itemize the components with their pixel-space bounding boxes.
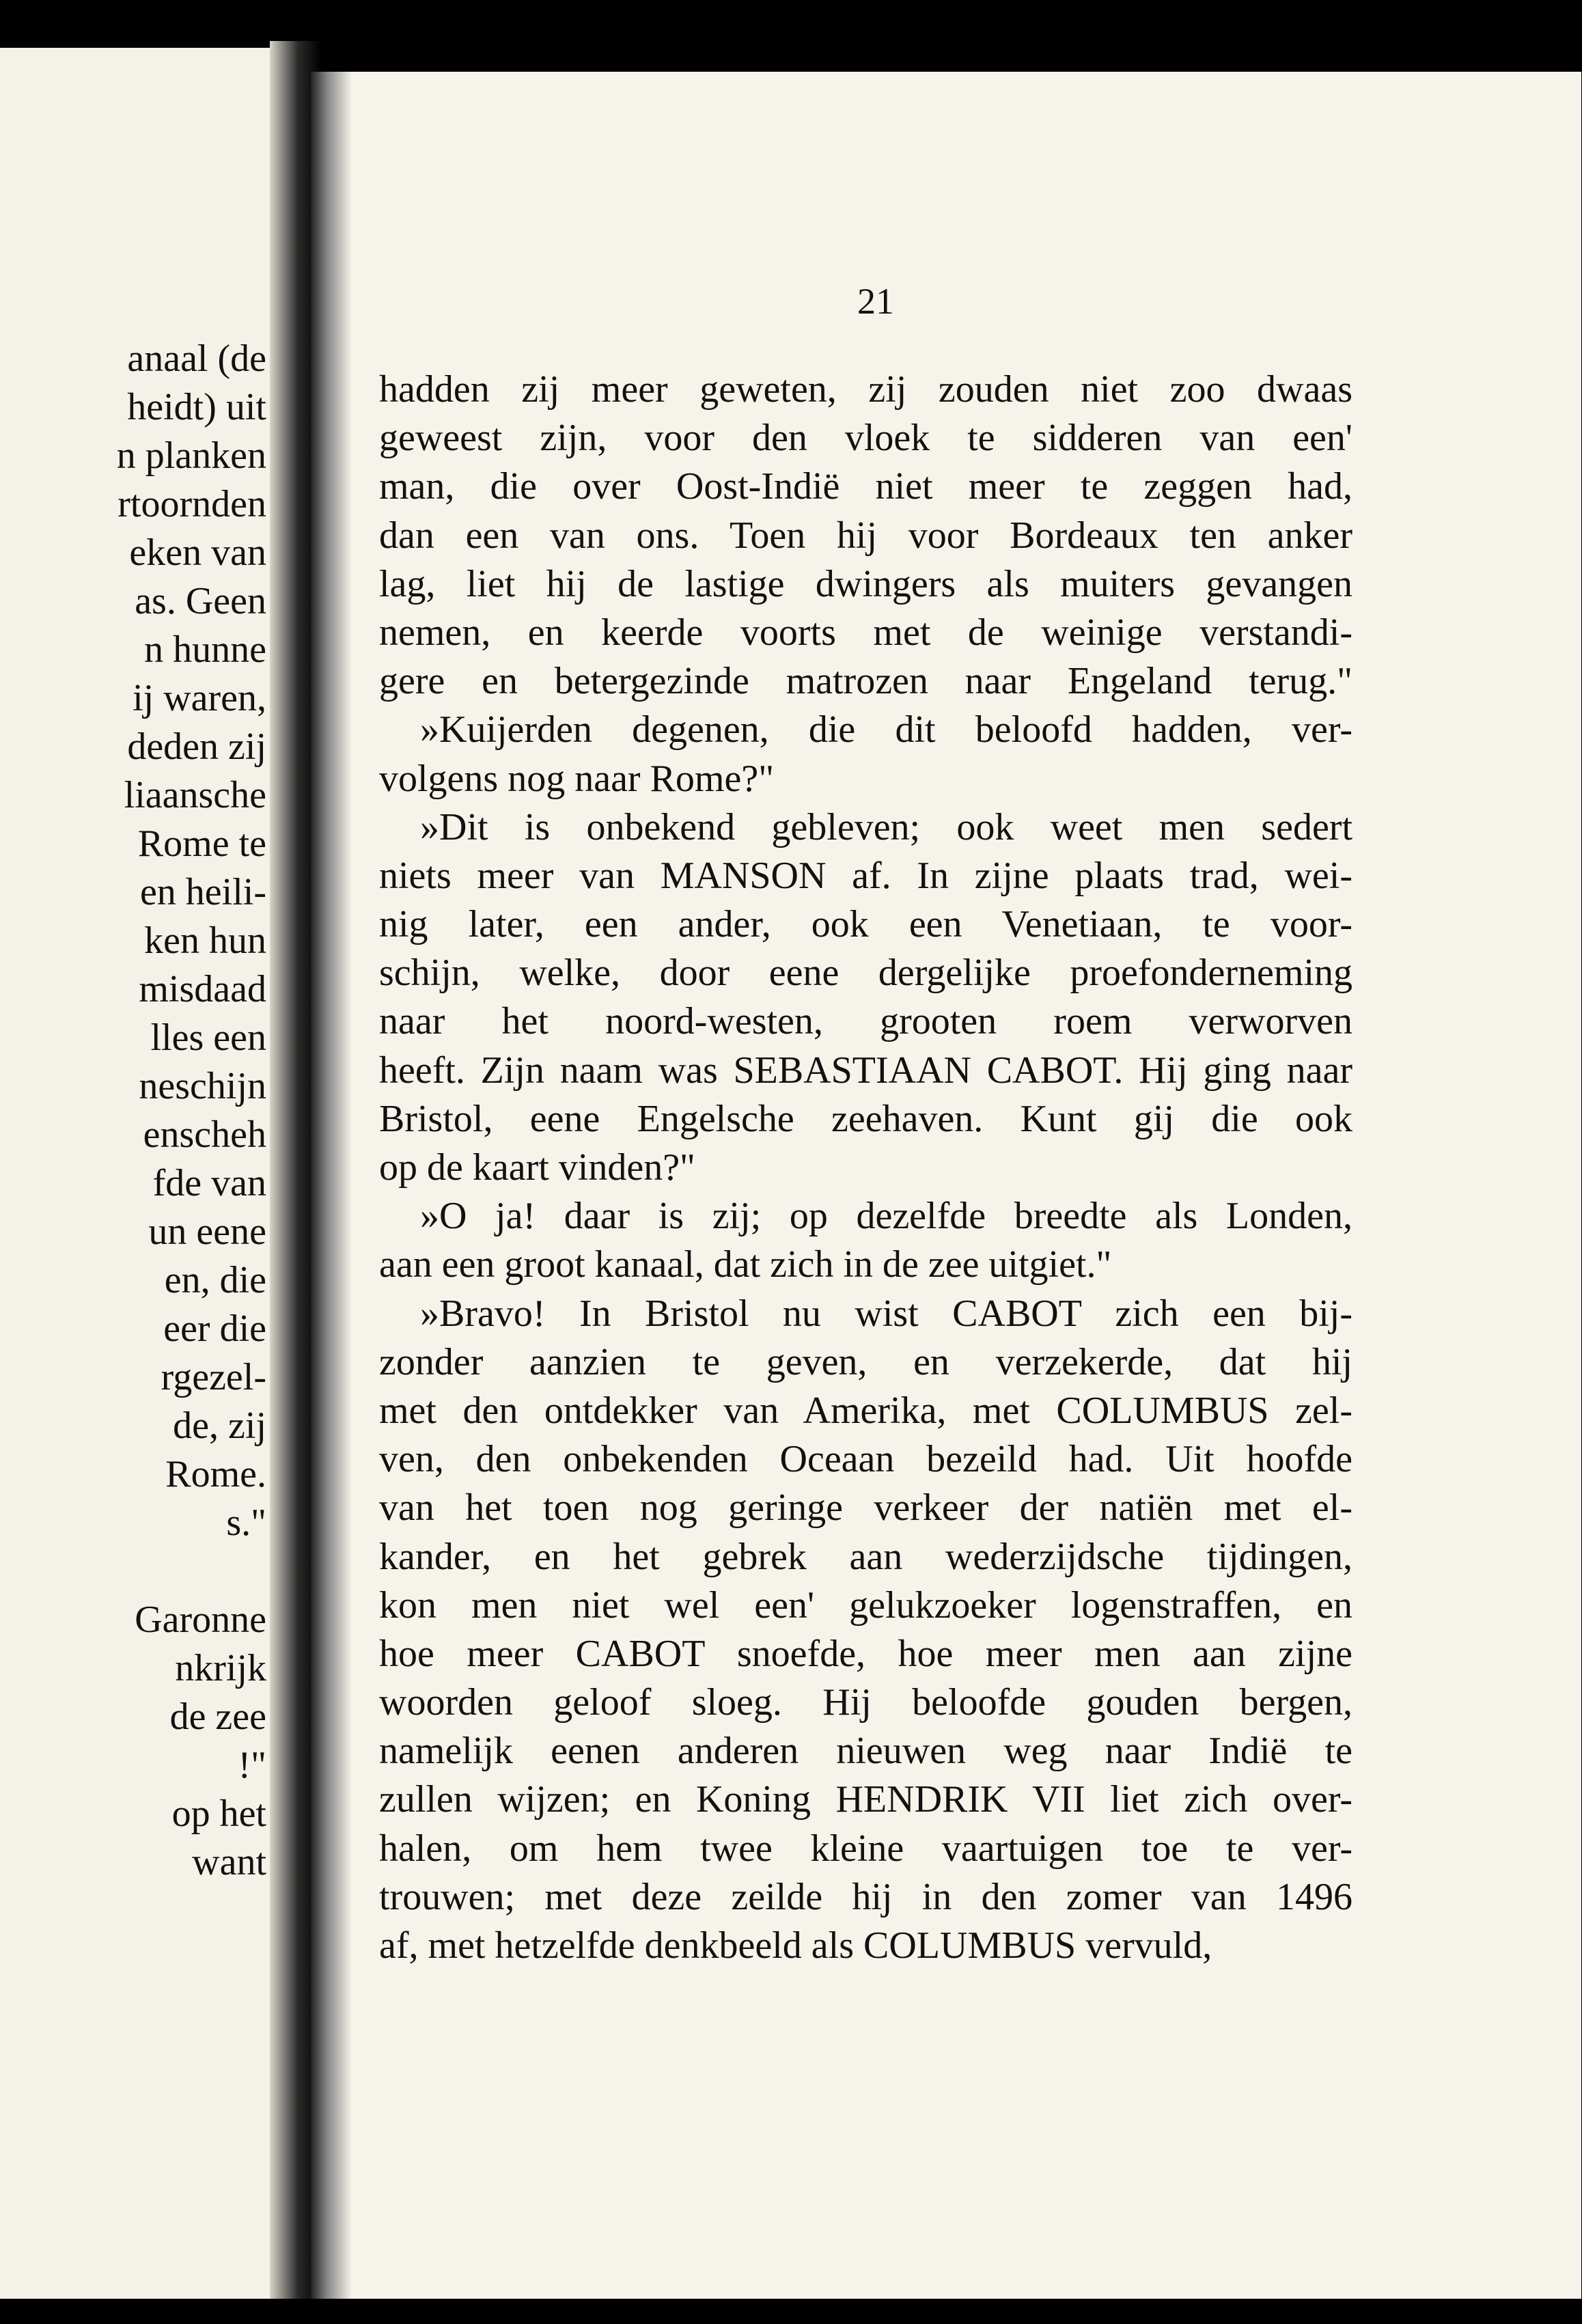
left-page-line: enscheh — [143, 1113, 266, 1156]
spine-shade — [311, 72, 352, 2324]
left-page-line: en, die — [164, 1259, 266, 1301]
text-line: man, die over Oost-Indië niet meer te zeggen had, — [379, 465, 1352, 508]
text-line: nig later, een ander, ook een Venetiaan, te voor- — [379, 903, 1352, 946]
left-page-line: de zee — [169, 1696, 266, 1738]
left-page-line: heidt) uit — [127, 386, 266, 428]
text-line: »Dit is onbekend gebleven; ook weet men sedert — [420, 805, 1352, 848]
left-page-line: un eene — [148, 1211, 266, 1253]
left-page-line: deden zij — [127, 725, 266, 768]
text-line: ven, den onbekenden Oceaan bezeild had. Uit hoofde — [379, 1438, 1352, 1481]
scan-border — [0, 2299, 1582, 2324]
left-page-line: anaal (de — [127, 337, 266, 380]
left-page-line: rgezel- — [161, 1356, 266, 1398]
text-line: heeft. Zijn naam was SEBASTIAAN CABOT. Hij ging naar — [379, 1049, 1352, 1092]
text-line: aan een groot kanaal, dat zich in de zee uitgiet." — [379, 1243, 1112, 1286]
left-page-line: !" — [238, 1744, 266, 1786]
text-line: met den ontdekker van Amerika, met COLUMBUS zel- — [379, 1389, 1352, 1432]
left-page-line: n planken — [116, 434, 266, 477]
text-line: naar het noord-westen, grooten roem verworven — [379, 1000, 1352, 1043]
text-line: hoe meer CABOT snoefde, hoe meer men aan zijne — [379, 1632, 1352, 1675]
left-page-line: want — [192, 1841, 266, 1883]
text-line: woorden geloof sloeg. Hij beloofde gouden bergen, — [379, 1681, 1352, 1724]
left-page-line: ij waren, — [133, 677, 266, 719]
text-line: Bristol, eene Engelsche zeehaven. Kunt gij die ook — [379, 1097, 1352, 1140]
text-line: »Kuijerden degenen, die dit beloofd hadden, ver- — [420, 708, 1352, 751]
text-line: hadden zij meer geweten, zij zouden niet zoo dwaas — [379, 368, 1352, 411]
left-page-line: n hunne — [144, 628, 266, 671]
left-page-line: rtoornden — [117, 483, 266, 525]
left-page-line: Rome te — [137, 822, 266, 865]
left-page-line: liaansche — [124, 774, 266, 816]
left-page-line: eer die — [163, 1308, 266, 1350]
left-page-line: lles een — [150, 1016, 266, 1059]
text-line: af, met hetzelfde denkbeeld als COLUMBUS vervuld, — [379, 1924, 1212, 1967]
left-page-line: de, zij — [173, 1405, 266, 1447]
left-page-line: op het — [171, 1793, 266, 1835]
text-line: volgens nog naar Rome?" — [379, 757, 775, 800]
left-page-line: Rome. — [165, 1453, 266, 1495]
text-line: op de kaart vinden?" — [379, 1146, 695, 1189]
text-line: zullen wijzen; en Koning HENDRIK VII liet zich over- — [379, 1778, 1352, 1821]
text-line: van het toen nog geringe verkeer der natiën met el- — [379, 1486, 1352, 1530]
text-line: »Bravo! In Bristol nu wist CABOT zich een bij- — [420, 1292, 1352, 1335]
left-page-line: nkrijk — [175, 1647, 266, 1689]
text-line: nemen, en keerde voorts met de weinige verstandi- — [379, 611, 1352, 654]
text-line: halen, om hem twee kleine vaartuigen toe te ver- — [379, 1827, 1352, 1870]
text-line: lag, liet hij de lastige dwingers als muiters gevangen — [379, 562, 1352, 605]
page-number: 21 — [857, 281, 894, 322]
text-line: trouwen; met deze zeilde hij in den zomer van 1496 — [379, 1875, 1352, 1918]
text-line: zonder aanzien te geven, en verzekerde, dat hij — [379, 1340, 1352, 1383]
left-page-line: Garonne — [135, 1599, 266, 1641]
left-page-line: s." — [226, 1502, 266, 1544]
text-line: dan een van ons. Toen hij voor Bordeaux ten anker — [379, 514, 1352, 557]
text-line: kon men niet wel een' gelukzoeker logenstraffen, en — [379, 1583, 1352, 1627]
text-line: gere en betergezinde matrozen naar Engeland terug." — [379, 660, 1352, 703]
left-page-line: en heili- — [139, 871, 266, 913]
left-page-line: neschijn — [139, 1065, 266, 1107]
body-text — [379, 365, 1352, 1970]
left-page-line — [0, 1547, 266, 1596]
left-page-text — [0, 335, 266, 1887]
left-page-line: eken van — [129, 531, 266, 574]
binding-mark — [1100, 0, 1195, 48]
left-page-line: fde van — [152, 1162, 266, 1204]
text-line: geweest zijn, voor den vloek te sidderen van een' — [379, 417, 1352, 460]
text-line: kander, en het gebrek aan wederzijdsche tijdingen, — [379, 1535, 1352, 1578]
left-page-line: ken hun — [144, 919, 266, 962]
text-line: »O ja! daar is zij; op dezelfde breedte als Londen, — [420, 1195, 1352, 1238]
left-page-line: misdaad — [139, 968, 266, 1010]
left-page-line: as. Geen — [135, 580, 266, 622]
text-line: niets meer van MANSON af. In zijne plaats trad, wei- — [379, 854, 1352, 897]
text-line: schijn, welke, door eene dergelijke proefonderneming — [379, 952, 1352, 995]
text-line: namelijk eenen anderen nieuwen weg naar Indië te — [379, 1730, 1352, 1773]
